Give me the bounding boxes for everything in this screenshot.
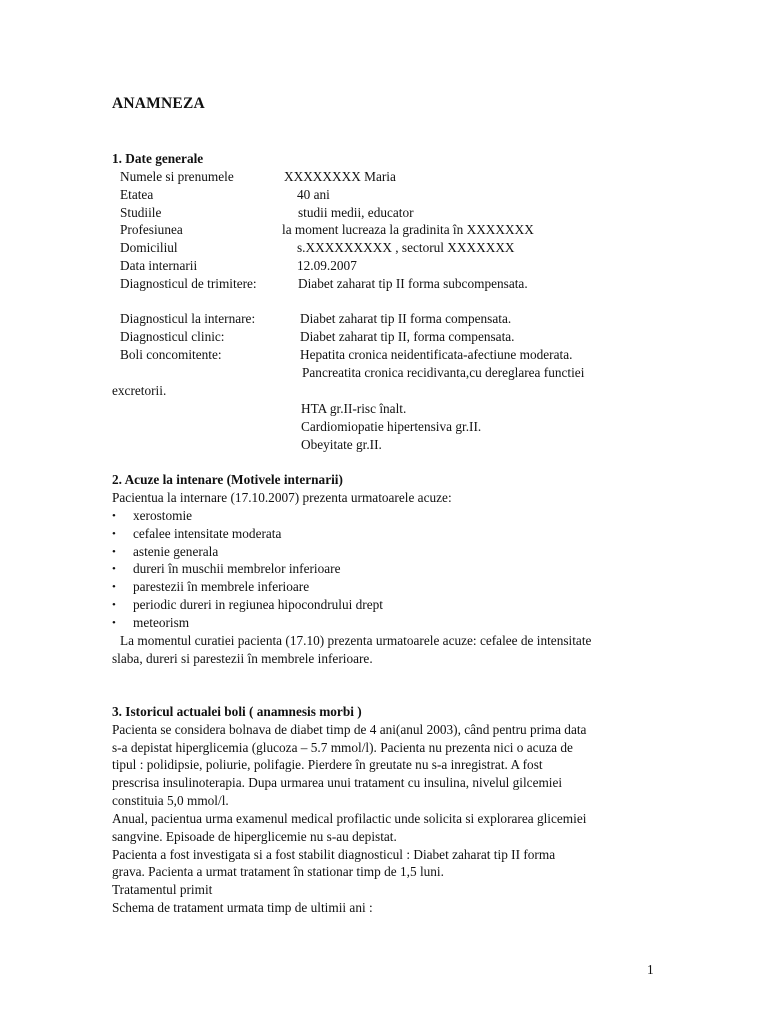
bullet-icon: • — [112, 528, 116, 540]
field-label: Profesiunea — [120, 222, 183, 237]
list-item: astenie generala — [133, 544, 219, 559]
paragraph-line: constituia 5,0 mmol/l. — [112, 793, 229, 808]
field-label: Data internarii — [120, 258, 198, 273]
concomitent-line: HTA gr.II-risc înalt. — [301, 401, 407, 416]
bullet-icon: • — [112, 599, 116, 611]
field-label: Domiciliul — [120, 240, 178, 255]
section-2-intro: Pacientua la internare (17.10.2007) prezenta urmatoarele acuze: — [112, 490, 452, 505]
field-value: Diabet zaharat tip II forma compensata. — [300, 311, 512, 326]
list-item: parestezii în membrele inferioare — [133, 579, 310, 594]
list-item: cefalee intensitate moderata — [133, 526, 282, 541]
section-1-heading: 1. Date generale — [112, 151, 204, 166]
paragraph-line: Pacienta se considera bolnava de diabet timp de 4 ani(anul 2003), când pentru prima data — [112, 722, 587, 737]
paragraph-line: tipul : polidipsie, poliurie, polifagie. Pierdere în greutate nu s-a inregistrat. A fost — [112, 757, 543, 772]
concomitent-line: Cardiomiopatie hipertensiva gr.II. — [301, 419, 482, 434]
list-item: dureri în muschii membrelor inferioare — [133, 561, 341, 576]
paragraph-line: prescrisa insulinoterapia. Dupa urmarea unui tratament cu insulina, nivelul gilcemiei — [112, 775, 563, 790]
bullet-icon: • — [112, 617, 116, 629]
paragraph-line: grava. Pacienta a urmat tratament în stationar timp de 1,5 luni. — [112, 864, 444, 879]
concomitent-line: Obeyitate gr.II. — [301, 437, 382, 452]
field-value: s.XXXXXXXXX , sectorul XXXXXXX — [297, 240, 515, 255]
concomitent-line: excretorii. — [112, 383, 167, 398]
section-2-heading: 2. Acuze la intenare (Motivele internarii) — [112, 472, 343, 487]
field-value: XXXXXXXX Maria — [284, 169, 396, 184]
paragraph-line: Anual, pacientua urma examenul medical profilactic unde solicita si explorarea glicemiei — [112, 811, 587, 826]
bullet-icon: • — [112, 546, 116, 558]
paragraph-line: Tratamentul primit — [112, 882, 213, 897]
paragraph-line: sangvine. Episoade de hiperglicemie nu s-au depistat. — [112, 829, 397, 844]
page-number: 1 — [647, 962, 654, 977]
field-value: la moment lucreaza la gradinita în XXXXXXX — [282, 222, 534, 237]
bullet-icon: • — [112, 563, 116, 575]
bullet-icon: • — [112, 581, 116, 593]
list-item: meteorism — [133, 615, 190, 630]
section-2-closing-line: La momentul curatiei pacienta (17.10) prezenta urmatoarele acuze: cefalee de intensitate — [120, 633, 592, 648]
list-item: xerostomie — [133, 508, 193, 523]
section-3-heading: 3. Istoricul actualei boli ( anamnesis morbi ) — [112, 704, 362, 719]
field-label: Diagnosticul clinic: — [120, 329, 225, 344]
field-label: Diagnosticul de trimitere: — [120, 276, 257, 291]
field-label: Studiile — [120, 205, 162, 220]
field-value: Diabet zaharat tip II forma subcompensata. — [298, 276, 528, 291]
paragraph-line: s-a depistat hiperglicemia (glucoza – 5.7 mmol/l). Pacienta nu prezenta nici o acuza de — [112, 740, 573, 755]
field-value: 12.09.2007 — [297, 258, 357, 273]
list-item: periodic dureri in regiunea hipocondrului drept — [133, 597, 383, 612]
field-label: Etatea — [120, 187, 154, 202]
field-value: 40 ani — [297, 187, 330, 202]
field-label: Boli concomitente: — [120, 347, 222, 362]
paragraph-line: Schema de tratament urmata timp de ultimii ani : — [112, 900, 373, 915]
field-value: Diabet zaharat tip II, forma compensata. — [300, 329, 515, 344]
paragraph-line: Pacienta a fost investigata si a fost stabilit diagnosticul : Diabet zaharat tip II forma — [112, 847, 556, 862]
field-label: Numele si prenumele — [120, 169, 234, 184]
concomitent-line: Pancreatita cronica recidivanta,cu dereglarea functiei — [302, 365, 585, 380]
bullet-icon: • — [112, 510, 116, 522]
field-label: Diagnosticul la internare: — [120, 311, 256, 326]
field-value: Hepatita cronica neidentificata-afectiune moderata. — [300, 347, 573, 362]
document-title: ANAMNEZA — [112, 95, 205, 112]
field-value: studii medii, educator — [298, 205, 414, 220]
section-2-closing-line: slaba, dureri si parestezii în membrele inferioare. — [112, 651, 373, 666]
